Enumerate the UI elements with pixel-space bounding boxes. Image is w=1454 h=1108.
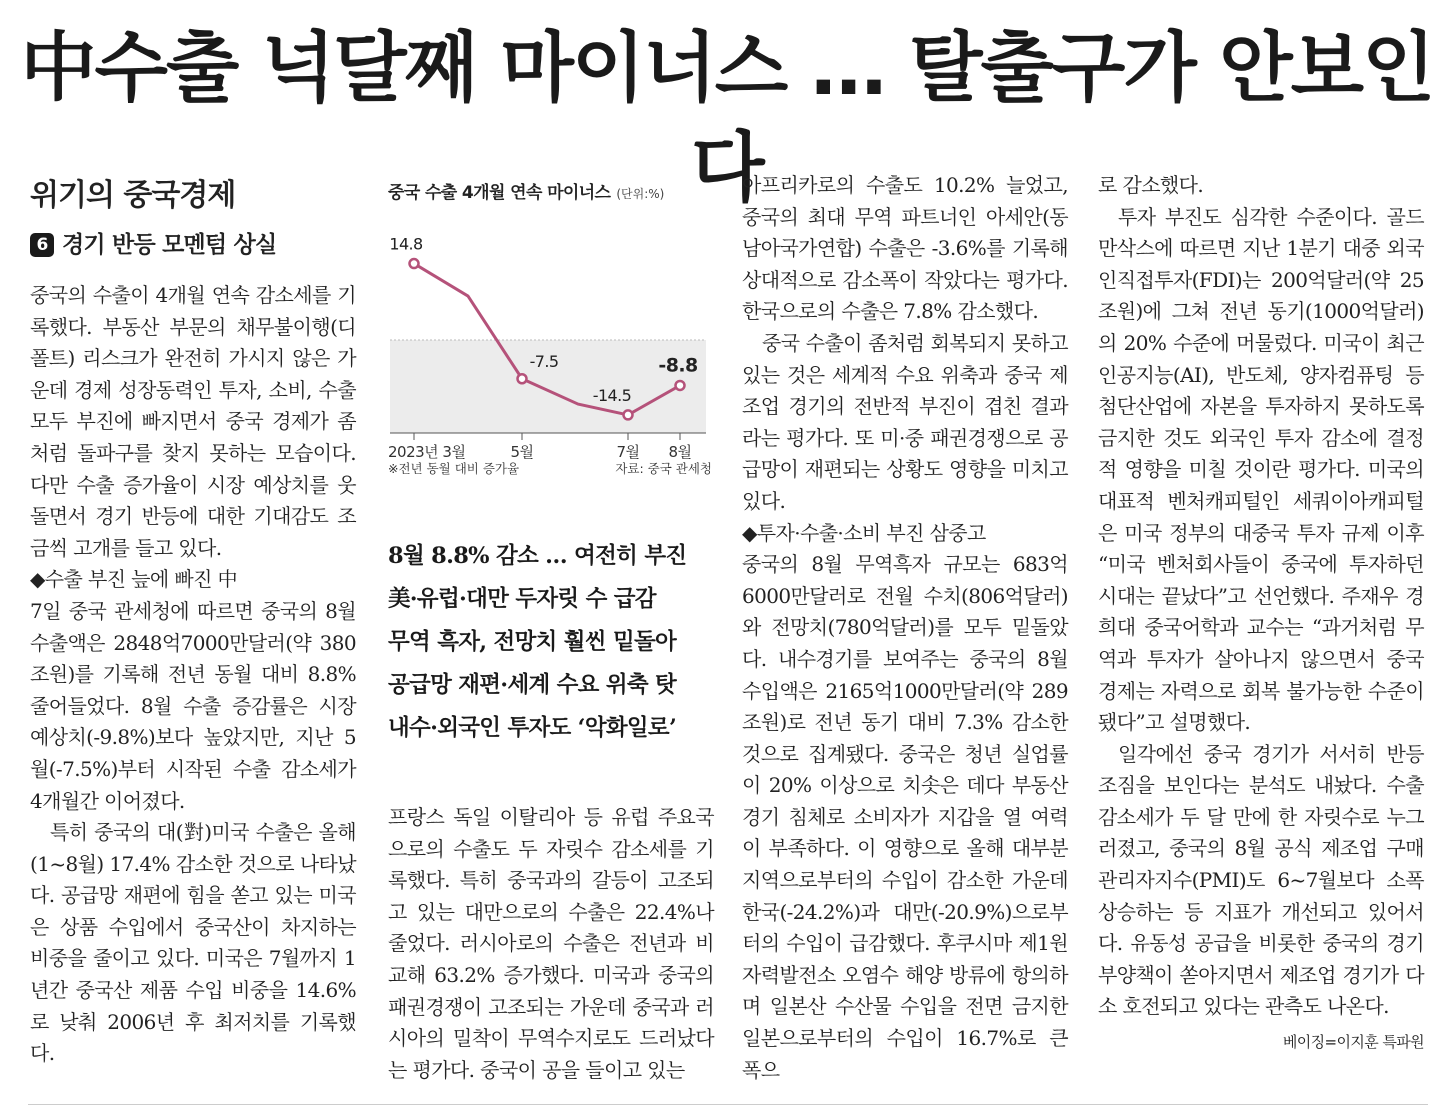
deck-line: 내수·외국인 투자도 ‘악화일로’ — [388, 715, 677, 741]
column-2 — [388, 178, 714, 1086]
paragraph: 로 감소했다. — [1098, 173, 1204, 197]
data-label: -14.5 — [592, 385, 632, 405]
x-tick-label: 8월 — [668, 443, 692, 461]
byline: 베이징=이지훈 특파원 — [1282, 1033, 1424, 1052]
deck-line: 美·유럽·대만 두자릿 수 급감 — [388, 586, 656, 612]
paragraph: 일각에선 중국 경기가 서서히 반등 조짐을 보인다는 분석도 내놨다. 수출 감소세가 두 달 만에 한 자릿수로 누그러졌고, 중국의 8월 공식 제조업 구매관리자지수(PMI)도 6~7월보다 소폭 상승하는 등 지표가 개선되고 있어서다. 유동성 공급을 비롯한 중국의 경기 부양책이 쏟아지면서 제조업 경기가 다소 호전되고 있다는 관측도 나온다. — [1098, 741, 1424, 1019]
paragraph: 투자 부진도 심각한 수준이다. 골드만삭스에 따르면 지난 1분기 대중 외국인직접투자(FDI)는 200억달러(약 25조원)에 그쳐 전년 동기(1000억달러)의 20% 수준에 머물렀다. 미국이 최근 인공지능(AI), 반도체, 양자컴퓨팅 등 첨단산업에 자본을 투자하지 못하도록 금지한 것도 외국인 투자 감소에 결정적 영향을 미칠 것이란 평가다. 미국의 대표적 벤처캐피털인 세쿼이아캐피털은 미국 정부의 대중국 투자 규제 이후 “미국 벤처회사들이 중국에 투자하던 시대는 끝났다”고 선언했다. 주재우 경희대 중국어학과 교수는 “과거처럼 무역과 투자가 살아나지 않으면서 중국 경제는 자력으로 회복 불가능한 수준이 됐다”고 설명했다. — [1098, 204, 1424, 735]
column-4 — [1098, 170, 1424, 1059]
paragraph: 프랑스 독일 이탈리아 등 유럽 주요국으로의 수출도 두 자릿수 감소세를 기록했다. 특히 중국과의 갈등이 고조되고 있는 대만으로의 수출은 22.4%나 줄었다. 러시아로의 수출은 전년과 비교해 63.2% 증가했다. 미국과 중국의 패권경쟁이 고조되는 가운데 중국과 러시아의 밀착이 무역수지로도 드러났다는 평가다. 중국이 공을 들이고 있는 — [388, 805, 714, 1082]
column-1 — [30, 170, 356, 1070]
bottom-rule — [28, 1104, 1428, 1105]
paragraph: 특히 중국의 대(對)미국 수출은 올해(1~8월) 17.4% 감소한 것으로 나타났다. 공급망 재편에 힘을 쏟고 있는 미국은 상품 수입에서 중국산이 차지하는 비중을 줄이고 있다. 미국은 7월까지 1년간 중국산 제품 수입 비중을 14.6%로 낮춰 2006년 후 최저치를 기록했다. — [30, 820, 356, 1066]
paragraph: 중국의 8월 무역흑자 규모는 683억6000만달러로 전월 수치(806억달러)와 전망치(780억달러)를 모두 밑돌았다. 내수경기를 보여주는 중국의 8월 수입액은 2165억1000만달러(약 289조원)로 전년 동기 대비 7.3% 감소한 것으로 집계됐다. 중국은 청년 실업률이 20% 이상으로 치솟은 데다 부동산 경기 침체로 소비자가 지갑을 열 여력이 부족하다. 이 영향으로 올해 대부분 지역으로부터의 수입이 감소한 가운데 한국(-24.2%)과 대만(-20.9%)으로부터의 수입이 급감했다. 후쿠시마 제1원자력발전소 오염수 해양 방류에 항의하며 일본산 수산물 수입을 전면 금지한 일본으로부터의 수입이 16.7%로 큰 폭으 — [742, 552, 1068, 1082]
paragraph: 중국의 수출이 4개월 연속 감소세를 기록했다. 부동산 부문의 채무불이행(디폴트) 리스크가 완전히 가시지 않은 가운데 경제 성장동력인 투자, 소비, 수출 모두 부진에 빠지면서 중국 경제가 좀처럼 돌파구를 찾지 못하는 모습이다. 다만 수출 증가율이 시장 예상치를 웃돌면서 경기 반등에 대한 기대감도 조금씩 고개를 들고 있다. — [30, 283, 356, 560]
episode-number-badge: 6 — [30, 233, 54, 257]
x-tick-label: 2023년 3월 — [388, 443, 466, 461]
chart-source: 자료: 중국 관세청 — [615, 461, 712, 476]
data-point — [676, 381, 685, 390]
paragraph: 7일 중국 관세청에 따르면 중국의 8월 수출액은 2848억7000만달러(약 380조원)를 기록해 전년 동월 대비 8.8% 줄어들었다. 8월 수출 증감률은 시장 예상치(-9.8%)보다 높았지만, 지난 5월(-7.5%)부터 시작된 수출 감소세가 4개월간 이어졌다. — [30, 598, 356, 813]
episode-heading — [30, 228, 356, 262]
chart-title: 중국 수출 4개월 연속 마이너스 — [388, 183, 611, 203]
chart-unit: (단위:%) — [616, 187, 665, 201]
paragraph: 아프리카로의 수출도 10.2% 늘었고, 중국의 최대 무역 파트너인 아세안(동남아국가연합) 수출은 -3.6%를 기록해 상대적으로 감소폭이 작았다는 평가다. 한국으로의 수출은 7.8% 감소했다. — [742, 173, 1068, 324]
article-deck — [388, 535, 714, 750]
series-title: 위기의 중국경제 — [30, 178, 236, 213]
data-point — [624, 410, 633, 419]
data-label: 14.8 — [389, 234, 423, 254]
chart-header — [388, 178, 714, 203]
export-growth-line-chart — [388, 207, 714, 477]
subheading: ◆수출 부진 늪에 빠진 中 — [30, 567, 237, 592]
data-label: -8.8 — [658, 354, 698, 377]
x-tick-label: 7월 — [616, 443, 640, 461]
x-tick-label: 5월 — [510, 443, 534, 461]
column-3 — [742, 170, 1068, 1086]
data-point — [410, 259, 419, 268]
headline: 中수출 넉달째 마이너스 … 탈출구가 안보인다 — [20, 23, 1434, 212]
deck-line: 무역 흑자, 전망치 훨씬 밑돌아 — [388, 629, 677, 655]
subheading: ◆투자·수출·소비 부진 삼중고 — [742, 520, 986, 545]
paragraph: 중국 수출이 좀처럼 회복되지 못하고 있는 것은 세계적 수요 위축과 중국 제조업 경기의 전반적 부진이 겹친 결과라는 평가다. 또 미·중 패권경쟁으로 공급망이 재편되는 상황도 영향을 미치고 있다. — [742, 330, 1068, 513]
chart-footnote: ※전년 동월 대비 증가율 — [388, 461, 520, 476]
deck-line: 8월 8.8% 감소 … 여전히 부진 — [388, 543, 687, 569]
data-label: -7.5 — [529, 351, 559, 371]
episode-title: 경기 반등 모멘텀 상실 — [62, 232, 277, 258]
deck-line: 공급망 재편·세계 수요 위축 탓 — [388, 672, 677, 698]
data-point — [518, 374, 527, 383]
